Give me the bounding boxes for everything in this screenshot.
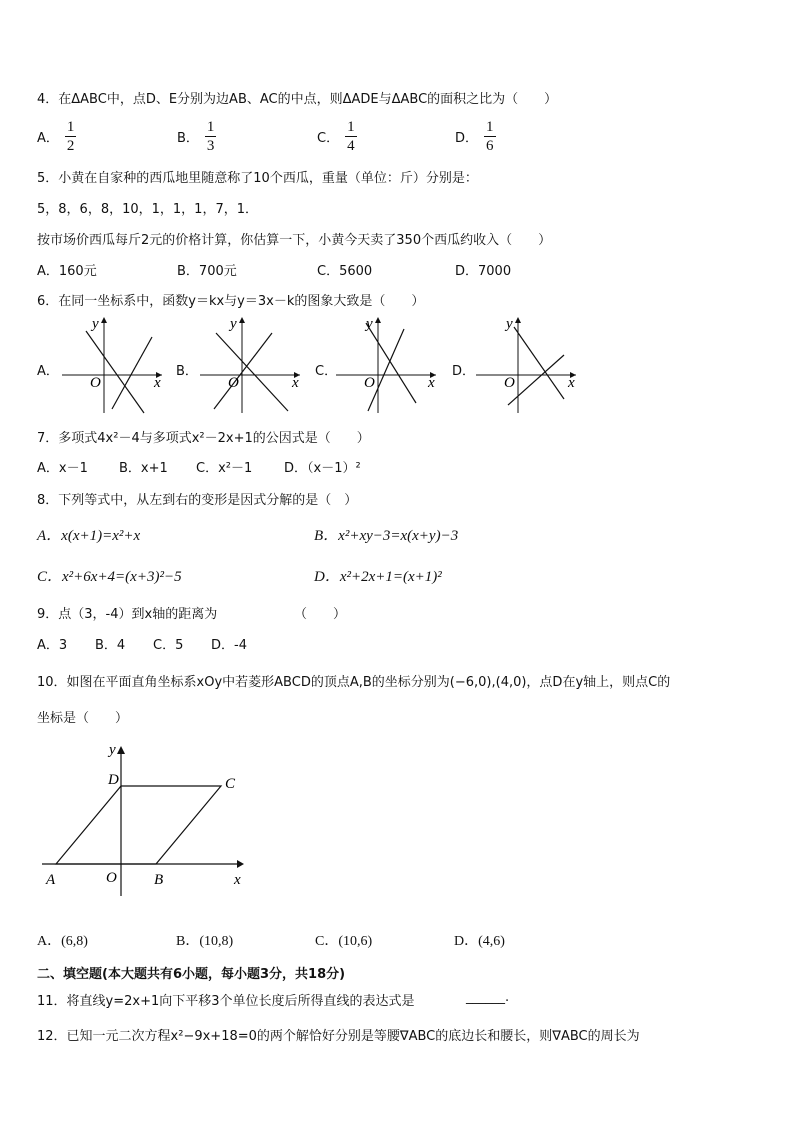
q6-graph-b bbox=[200, 315, 304, 415]
axis-label-x: x bbox=[568, 375, 575, 391]
q5-option-b[interactable]: B．700元 bbox=[177, 264, 237, 279]
fraction: $\frac{1}{3}$ bbox=[206, 119, 215, 154]
origin-label: O bbox=[504, 375, 515, 391]
axis-label-x: x bbox=[428, 375, 435, 391]
label-o: O bbox=[106, 870, 117, 886]
q7-option-c[interactable]: C．x²－1 bbox=[196, 461, 253, 476]
q4-option-a[interactable] bbox=[37, 118, 177, 155]
graph-line-1 bbox=[514, 327, 564, 399]
axis-label-y: y bbox=[92, 316, 99, 332]
label-y: y bbox=[109, 742, 116, 758]
axis-label-x: x bbox=[292, 375, 299, 391]
q10-option-a[interactable]: A．(6,8) bbox=[37, 934, 88, 949]
graph-line-2 bbox=[214, 333, 272, 409]
label-d: D bbox=[108, 772, 119, 788]
label-c: C bbox=[225, 776, 236, 792]
q6-label-b[interactable]: B． bbox=[176, 364, 198, 379]
q5-data: 5，8，6，8，10，1，1，1，7，1． bbox=[37, 202, 258, 217]
q5-stem: 5．小黄在自家种的西瓜地里随意称了10个西瓜，重量（单位：斤）分别是： bbox=[37, 171, 478, 186]
graph-line-2 bbox=[112, 337, 152, 409]
graph-line-1 bbox=[86, 331, 144, 413]
q9-option-a[interactable]: A．3 bbox=[37, 638, 68, 653]
q9-option-b[interactable]: B．4 bbox=[95, 638, 126, 653]
q8-option-c[interactable]: C．x²+6x+4=(x+3)²−5 bbox=[37, 569, 182, 585]
q4-option-b[interactable] bbox=[177, 118, 317, 155]
q9-stem: 9．点（3，-4）到x轴的距离为 bbox=[37, 607, 218, 622]
q5-question: 按市场价西瓜每斤2元的价格计算，你估算一下，小黄今天卖了350个西瓜约收入（ ） bbox=[37, 233, 552, 248]
q5-options bbox=[37, 260, 511, 279]
q11-stem: 11．将直线y=2x+1向下平移3个单位长度后所得直线的表达式是 bbox=[37, 994, 415, 1009]
q6-graph-d bbox=[476, 315, 580, 415]
label-a: A bbox=[46, 872, 56, 888]
graph-line-1 bbox=[216, 333, 288, 411]
q10-rhombus-figure bbox=[38, 738, 248, 898]
q7-option-a[interactable]: A．x－1 bbox=[37, 461, 88, 476]
label-b: B bbox=[154, 872, 164, 888]
q5-option-d[interactable]: D．7000 bbox=[455, 264, 512, 279]
q6-label-a[interactable]: A． bbox=[37, 364, 59, 379]
axis-label-x: x bbox=[154, 375, 161, 391]
q5-option-c[interactable]: C．5600 bbox=[317, 264, 373, 279]
option-label: A． bbox=[37, 131, 59, 146]
q4-option-c[interactable] bbox=[317, 118, 455, 155]
origin-label: O bbox=[228, 375, 239, 391]
q9-paren: （ ） bbox=[294, 607, 347, 622]
q9-option-d[interactable]: D．-4 bbox=[211, 638, 247, 653]
q10-option-b[interactable]: B．(10,8) bbox=[176, 934, 234, 949]
q8-option-a[interactable]: A．x(x+1)=x²+x bbox=[37, 528, 141, 544]
q6-stem: 6．在同一坐标系中，函数y＝kx与y＝3x－k的图象大致是（ ） bbox=[37, 294, 425, 309]
q9-option-c[interactable]: C．5 bbox=[153, 638, 184, 653]
q6-graph-c bbox=[336, 315, 440, 415]
q9-options bbox=[37, 634, 247, 653]
y-axis-arrow bbox=[239, 317, 245, 323]
axis-label-y: y bbox=[230, 316, 237, 332]
q7-stem: 7．多项式4x²－4与多项式x²－2x+1的公因式是（ ） bbox=[37, 431, 370, 446]
q5-option-a[interactable]: A．160元 bbox=[37, 264, 97, 279]
q7-options bbox=[37, 457, 361, 476]
fraction: $\frac{1}{2}$ bbox=[66, 119, 75, 154]
q10-option-c[interactable]: C．(10,6) bbox=[315, 934, 373, 949]
q6-label-d[interactable]: D． bbox=[452, 364, 476, 379]
q4-options bbox=[37, 118, 496, 155]
q7-option-d[interactable]: D．（x－1）² bbox=[284, 461, 361, 476]
rhombus-abcd bbox=[56, 786, 221, 864]
q8-option-d[interactable]: D．x²+2x+1=(x+1)² bbox=[314, 569, 442, 585]
x-axis-arrow bbox=[237, 860, 244, 868]
q7-option-b[interactable]: B．x+1 bbox=[119, 461, 168, 476]
graph-line-2 bbox=[368, 329, 404, 411]
option-label: C． bbox=[317, 131, 340, 146]
graph-line-2 bbox=[508, 355, 564, 405]
q10-option-d[interactable]: D．(4,6) bbox=[454, 934, 505, 949]
q6-graph-a bbox=[62, 315, 166, 415]
option-label: D． bbox=[455, 131, 479, 146]
q10-options bbox=[37, 930, 505, 950]
q6-label-c[interactable]: C． bbox=[315, 364, 338, 379]
q11-blank[interactable]: ______. bbox=[466, 990, 510, 1005]
label-x: x bbox=[234, 872, 241, 888]
section-2-title: 二、填空题(本大题共有6小题，每小题3分，共18分) bbox=[37, 967, 346, 982]
q10-stem2: 坐标是（ ） bbox=[37, 711, 129, 726]
y-axis-arrow bbox=[375, 317, 381, 323]
axis-label-y: y bbox=[506, 316, 513, 332]
q8-option-b[interactable]: B．x²+xy−3=x(x+y)−3 bbox=[314, 528, 459, 544]
option-label: B． bbox=[177, 131, 199, 146]
axis-label-y: y bbox=[366, 316, 373, 332]
fraction: $\frac{1}{4}$ bbox=[347, 119, 355, 154]
fraction: $\frac{1}{6}$ bbox=[486, 119, 494, 154]
origin-label: O bbox=[364, 375, 375, 391]
q4-option-d[interactable] bbox=[455, 118, 496, 155]
q8-stem: 8．下列等式中，从左到右的变形是因式分解的是（ ） bbox=[37, 493, 358, 508]
y-axis-arrow bbox=[101, 317, 107, 323]
graph-line-1 bbox=[366, 323, 416, 403]
q4-stem: 4．在ΔABC中，点D、E分别为边AB、AC的中点，则ΔADE与ΔABC的面积之比为（ ） bbox=[37, 92, 558, 107]
q12-stem: 12．已知一元二次方程x²−9x+18=0的两个解恰好分别是等腰∇ABC的底边长和腰长，则∇ABC的周长为 bbox=[37, 1029, 640, 1044]
origin-label: O bbox=[90, 375, 101, 391]
q10-stem: 10．如图在平面直角坐标系xOy中若菱形ABCD的顶点A,B的坐标分别为(−6,0),(4,0)，点D在y轴上，则点C的 bbox=[37, 675, 671, 690]
y-axis-arrow bbox=[117, 746, 125, 754]
y-axis-arrow bbox=[515, 317, 521, 323]
